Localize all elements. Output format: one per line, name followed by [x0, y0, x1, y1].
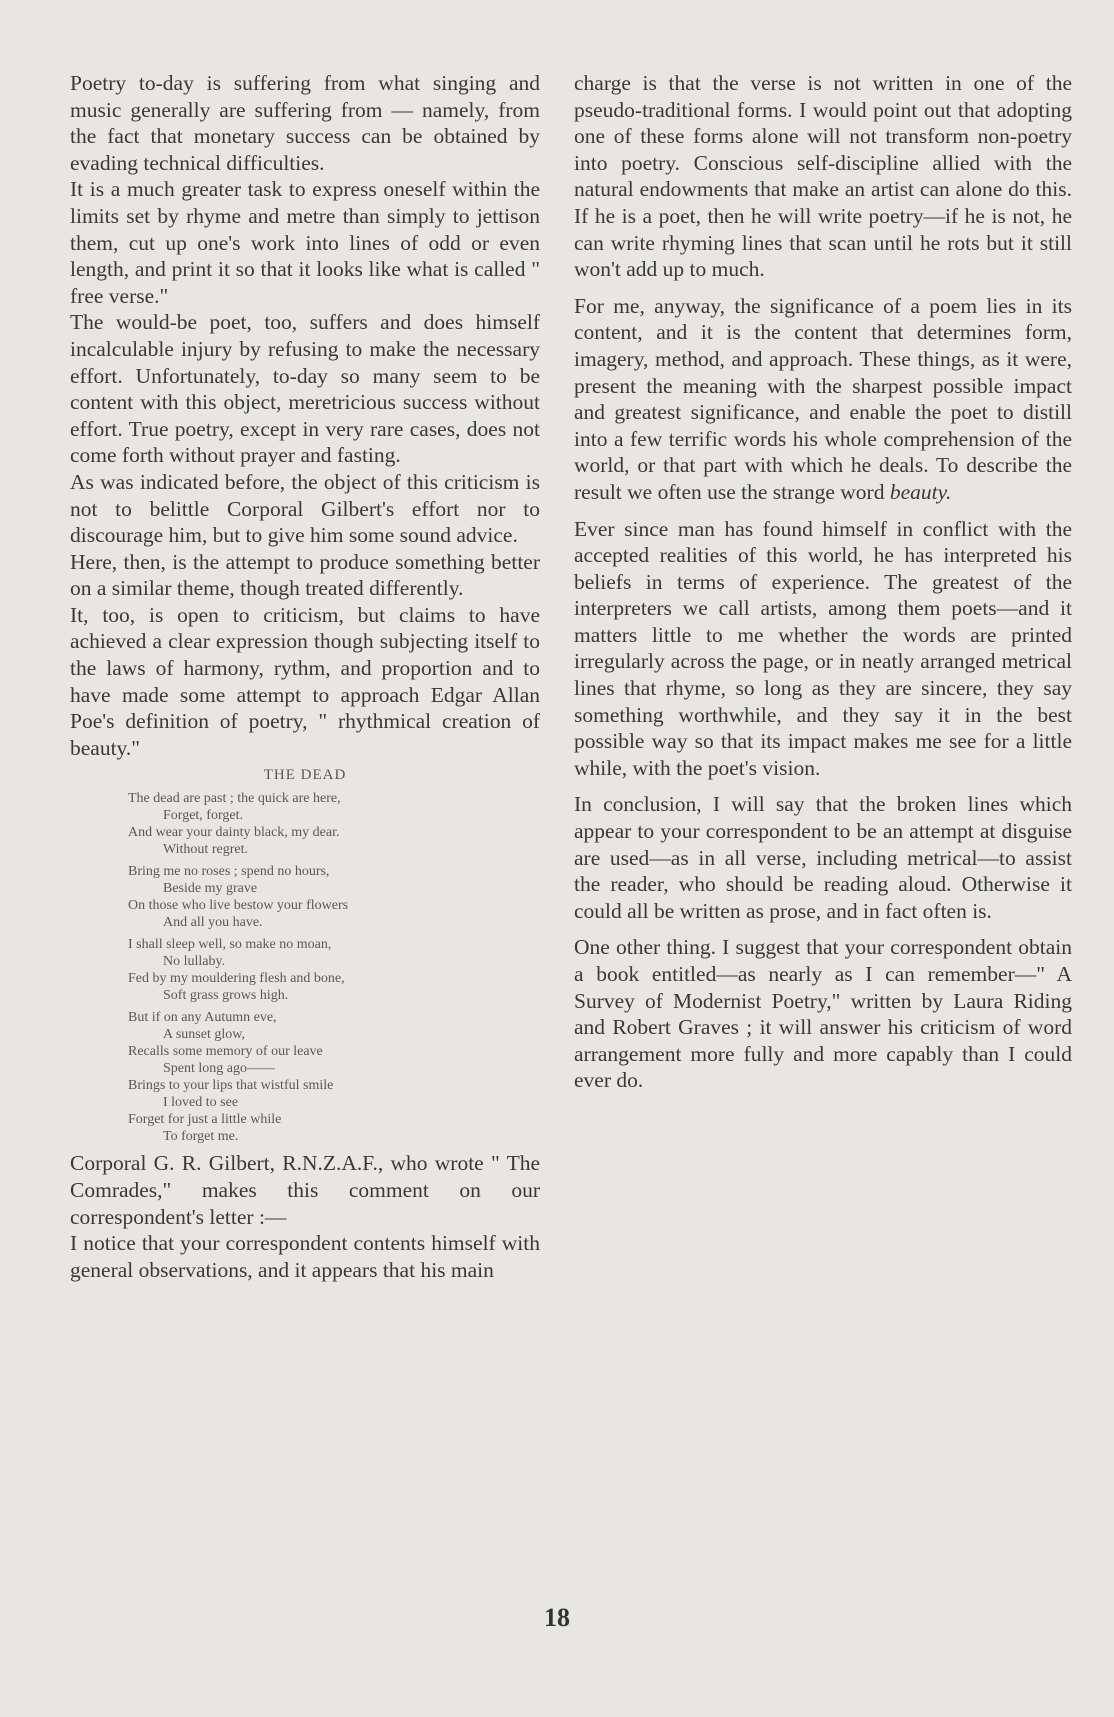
poem-title: THE DEAD: [263, 767, 347, 784]
poem-line: Forget, forget.: [163, 808, 243, 824]
paragraph: Here, then, is the attempt to produce something better on a similar theme, though treated differently.: [70, 549, 540, 601]
poem-line: A sunset glow,: [163, 1027, 245, 1043]
paragraph: As was indicated before, the object of this criticism is not to belittle Corporal Gilbert's effort nor to discourage him, but to give him some sound advice.: [70, 469, 540, 548]
poem-stanza: [128, 1009, 540, 1145]
poem-line: Beside my grave: [163, 881, 258, 897]
poem-line: Brings to your lips that wistful smile: [128, 1078, 334, 1094]
poem-line: Bring me no roses ; spend no hours,: [128, 864, 330, 880]
poem-line: Forget for just a little while: [128, 1112, 282, 1128]
paragraph: charge is that the verse is not written in one of the pseudo-traditional forms. I would point out that adopting one of these forms alone will not transform non-poetry into poetry. Conscious self-discipline allied with the natural endowments that make an artist can alone do this. If he is a poet, then he will write poetry—if he is not, he can write rhyming lines that scan until he rots but it still won't add up to much.: [574, 71, 1072, 282]
poem-line: On those who live bestow your flowers: [128, 898, 349, 914]
page-number: 18: [544, 1603, 570, 1632]
poem-line: Spent long ago——: [163, 1061, 275, 1077]
paragraph: Corporal G. R. Gilbert, R.N.Z.A.F., who wrote " The Comrades," makes this comment on our correspondent's letter :—: [70, 1151, 540, 1229]
poem-line: And all you have.: [163, 915, 263, 931]
poem-line: Fed by my mouldering flesh and bone,: [128, 971, 345, 987]
poem-line: Without regret.: [163, 842, 248, 858]
paragraph: In conclusion, I will say that the broken lines which appear to your correspondent to be an attempt at disguise are used—as in all verse, including metrical—to assist the reader, who should be reading aloud. Otherwise it could all be written as prose, and in fact often is.: [574, 792, 1072, 923]
paragraph: It is a much greater task to express oneself within the limits set by rhyme and metre than simply to jettison them, cut up one's work into lines of odd or even length, and print it so that it looks like what is called " free verse.": [70, 177, 540, 308]
poem-line: To forget me.: [163, 1129, 239, 1145]
poem-line: But if on any Autumn eve,: [128, 1010, 277, 1026]
paragraph: Poetry to-day is suffering from what singing and music generally are suffering from — namely, from the fact that monetary success can be obtained by evading technical difficulties.: [70, 71, 540, 175]
poem-line: No lullaby.: [163, 954, 226, 970]
poem-stanza: [128, 863, 540, 931]
paragraph: I notice that your correspondent contents himself with general observations, and it appears that his main: [70, 1231, 540, 1282]
poem-stanza: [128, 936, 540, 1004]
paragraph: One other thing. I suggest that your correspondent obtain a book entitled—as nearly as I can remember—" A Survey of Modernist Poetry," written by Laura Riding and Robert Graves ; it will answer his criticism of word arrangement more fully and more capably than I could ever do.: [574, 935, 1072, 1093]
italic-word: beauty.: [889, 479, 952, 504]
left-column: [70, 70, 540, 1283]
paragraph: [574, 293, 1072, 506]
paragraph: The would-be poet, too, suffers and does himself incalculable injury by refusing to make the necessary effort. Unfortunately, to-day so many seem to be content with this object, meretricious success without effort. True poetry, except in very rare cases, does not come forth without prayer and fasting.: [70, 310, 540, 468]
poem-line: I shall sleep well, so make no moan,: [128, 937, 332, 953]
paragraph: Ever since man has found himself in conflict with the accepted realities of this world, he has interpreted his beliefs in terms of experience. The greatest of the interpreters we call artists, among them poets—and it matters little to me whether the words are printed irregularly across the page, or in neatly arranged metrical lines that rhyme, so long as they are sincere, they say something worthwhile, and they say it in the best possible way so that its impact makes me see for a little while, with the poet's vision.: [574, 516, 1072, 780]
poem: [70, 767, 540, 1145]
poem-line: Soft grass grows high.: [163, 988, 289, 1004]
right-column: [574, 70, 1072, 1094]
poem-line: Recalls some memory of our leave: [128, 1044, 323, 1060]
poem-stanza: [128, 790, 540, 858]
paragraph: It, too, is open to criticism, but claims to have achieved a clear expression though subjecting itself to the laws of harmony, rythm, and proportion and to have made some attempt to approach Edgar Allan Poe's definition of poetry, " rhythmical creation of beauty.": [70, 602, 540, 760]
poem-line: I loved to see: [163, 1095, 239, 1111]
paragraph-text: For me, anyway, the significance of a poem lies in its content, and it is the content that determines form, imagery, method, and approach. These things, as it were, present the meaning with the sharpest possible impact and greatest significance, and enable the poet to distill into a few terrific words his whole comprehension of the world, or that part with which he deals. To describe the result we often use the strange word: [574, 293, 1072, 504]
poem-line: The dead are past ; the quick are here,: [128, 791, 341, 807]
poem-line: And wear your dainty black, my dear.: [128, 825, 340, 841]
